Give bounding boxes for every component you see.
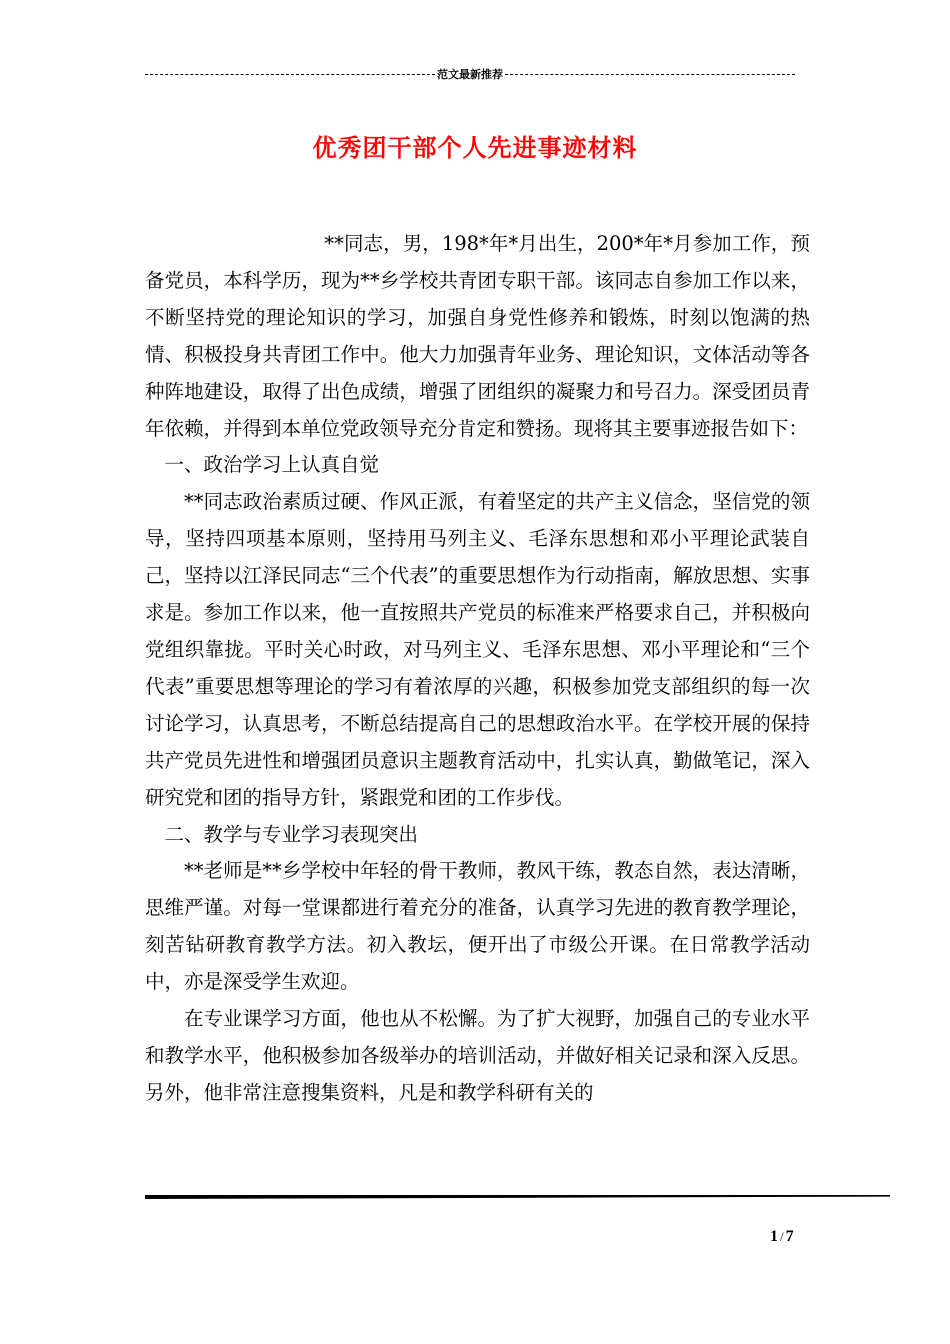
header-label: 范文最新推荐 bbox=[437, 68, 503, 81]
footer-rule bbox=[145, 1195, 890, 1199]
page-separator: / bbox=[780, 1229, 784, 1244]
page-number bbox=[770, 1228, 794, 1246]
header-dash-left bbox=[145, 74, 435, 75]
section-heading-1: 一、政治学习上认真自觉 bbox=[164, 453, 380, 477]
paragraph-professional-study: 在专业课学习方面，他也从不松懈。为了扩大视野，加强自己的专业水平和教学水平，他积极参加各级举办的培训活动，并做好相关记录和深入反思。另外，他非常注意搜集资料，凡是和教学科研有关的 bbox=[145, 1007, 810, 1104]
paragraph-political-study: **同志政治素质过硬、作风正派，有着坚定的共产主义信念，坚信党的领导，坚持四项基本原则，坚持用马列主义、毛泽东思想和邓小平理论武装自己，坚持以江泽民同志“三个代表”的重要思想作为行动指南，解放思想、实事求是。参加工作以来，他一直按照共产党员的标准来严格要求自己，并积极向党组织靠拢。平时关心时政，对马列主义、毛泽东思想、邓小平理论和“三个代表”重要思想等理论的学习有着浓厚的兴趣，积极参加党支部组织的每一次讨论学习，认真思考，不断总结提高自己的思想政治水平。在学校开展的保持共产党员先进性和增强团员意识主题教育活动中，扎实认真，勤做笔记，深入研究党和团的指导方针，紧跟党和团的工作步伐。 bbox=[145, 490, 810, 809]
document-body bbox=[145, 226, 810, 1112]
paragraph-intro: **同志，男，198*年*月出生，200*年*月参加工作，预备党员，本科学历，现为**乡学校共青团专职干部。该同志自参加工作以来，不断坚持党的理论知识的学习，加强自身党性修养和锻炼，时刻以饱满的热情、积极投身共青团工作中。他大力加强青年业务、理论知识，文体活动等各种阵地建设，取得了出色成绩，增强了团组织的凝聚力和号召力。深受团员青年依赖，并得到本单位党政领导充分肯定和赞扬。现将其主要事迹报告如下： bbox=[145, 232, 810, 440]
page-total: 7 bbox=[785, 1228, 794, 1245]
section-heading-2: 二、教学与专业学习表现突出 bbox=[164, 822, 419, 846]
page-header bbox=[145, 66, 795, 82]
page-current: 1 bbox=[770, 1228, 778, 1245]
header-dash-right bbox=[505, 74, 795, 75]
document-title: 优秀团干部个人先进事迹材料 bbox=[312, 133, 638, 162]
paragraph-teaching: **老师是**乡学校中年轻的骨干教师，教风干练，教态自然，表达清晰，思维严谨。对每一堂课都进行着充分的准备，认真学习先进的教育教学理论，刻苦钻研教育教学方法。初入教坛，便开出了市级公开课。在日常教学活动中，亦是深受学生欢迎。 bbox=[145, 859, 810, 994]
